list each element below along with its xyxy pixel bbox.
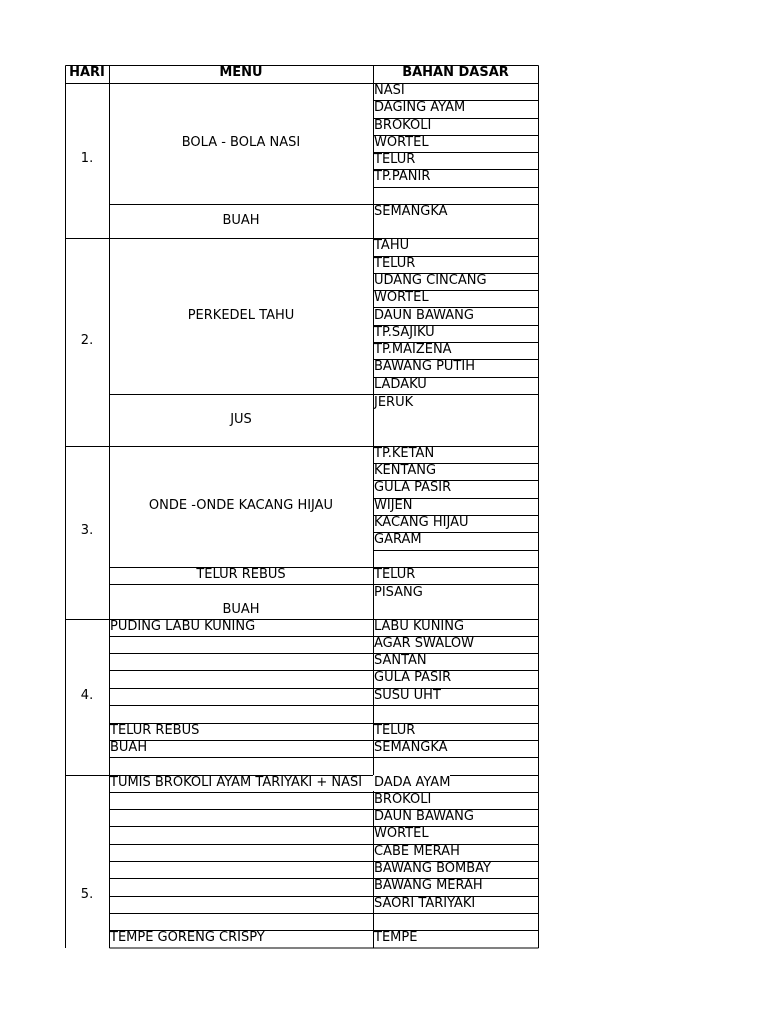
bahan-cell[interactable]: DADA AYAM bbox=[374, 775, 451, 790]
menu-cell[interactable]: TELUR REBUS bbox=[110, 723, 200, 738]
bahan-cell[interactable]: GULA PASIR bbox=[374, 480, 452, 495]
bahan-cell[interactable]: TELUR bbox=[374, 256, 416, 271]
bahan-cell[interactable]: KENTANG bbox=[374, 463, 437, 478]
bahan-cell[interactable]: UDANG CINCANG bbox=[374, 273, 487, 288]
bahan-cell[interactable]: SEMANGKA bbox=[374, 204, 448, 219]
day-label[interactable]: 2. bbox=[80, 333, 94, 348]
bahan-cell[interactable]: TP.PANIR bbox=[374, 169, 431, 184]
bahan-cell[interactable]: BAWANG MERAH bbox=[374, 878, 483, 893]
menu-name[interactable]: BUAH bbox=[222, 213, 260, 228]
bahan-cell[interactable]: WIJEN bbox=[374, 498, 413, 513]
bahan-cell[interactable]: TELUR bbox=[374, 723, 416, 738]
menu-cell[interactable]: PUDING LABU KUNING bbox=[110, 619, 256, 634]
bahan-cell[interactable]: TELUR bbox=[374, 152, 416, 167]
bahan-cell[interactable]: TP.MAIZENA bbox=[374, 342, 452, 357]
bahan-cell[interactable]: AGAR SWALOW bbox=[374, 636, 474, 651]
menu-name[interactable]: BUAH bbox=[222, 602, 260, 617]
header-bahan-dasar[interactable]: BAHAN DASAR bbox=[402, 65, 509, 80]
bahan-cell[interactable]: TEMPE bbox=[374, 930, 418, 945]
bahan-cell[interactable]: SAORI TARIYAKI bbox=[374, 896, 476, 911]
bahan-cell[interactable]: KACANG HIJAU bbox=[374, 515, 469, 530]
menu-cell[interactable]: BUAH bbox=[110, 740, 148, 755]
menu-cell[interactable]: TEMPE GORENG CRISPY bbox=[110, 930, 265, 945]
menu-name[interactable]: JUS bbox=[230, 412, 252, 427]
header-menu[interactable]: MENU bbox=[219, 65, 263, 80]
bahan-cell[interactable]: CABE MERAH bbox=[374, 844, 460, 859]
day-label[interactable]: 1. bbox=[80, 151, 94, 166]
bahan-cell[interactable]: GULA PASIR bbox=[374, 670, 452, 685]
day-label[interactable]: 5. bbox=[80, 887, 94, 902]
bahan-cell[interactable]: SEMANGKA bbox=[374, 740, 448, 755]
day-label[interactable]: 4. bbox=[80, 688, 94, 703]
menu-name[interactable]: BOLA - BOLA NASI bbox=[181, 135, 301, 150]
bahan-cell[interactable]: PISANG bbox=[374, 585, 423, 600]
bahan-cell[interactable]: WORTEL bbox=[374, 826, 429, 841]
bahan-cell[interactable]: TELUR bbox=[374, 567, 416, 582]
menu-cell[interactable]: TUMIS BROKOLI AYAM TARIYAKI + NASI bbox=[110, 775, 363, 790]
day-label[interactable]: 3. bbox=[80, 523, 94, 538]
bahan-cell[interactable]: TP.KETAN bbox=[374, 446, 435, 461]
menu-name[interactable]: PERKEDEL TAHU bbox=[187, 308, 295, 323]
bahan-cell[interactable]: WORTEL bbox=[374, 135, 429, 150]
bahan-cell[interactable]: JERUK bbox=[374, 395, 414, 410]
bahan-cell[interactable]: LABU KUNING bbox=[374, 619, 465, 634]
menu-name[interactable]: ONDE -ONDE KACANG HIJAU bbox=[148, 498, 334, 513]
bahan-cell[interactable]: BAWANG PUTIH bbox=[374, 359, 475, 374]
bahan-cell[interactable]: NASI bbox=[374, 83, 405, 98]
bahan-cell[interactable]: DAUN BAWANG bbox=[374, 809, 474, 824]
menu-name[interactable]: TELUR REBUS bbox=[196, 567, 286, 582]
bahan-cell[interactable]: SUSU UHT bbox=[374, 688, 441, 703]
header-hari[interactable]: HARI bbox=[69, 65, 105, 80]
bahan-cell[interactable]: TP.SAJIKU bbox=[374, 325, 435, 340]
bahan-cell[interactable]: WORTEL bbox=[374, 290, 429, 305]
bahan-cell[interactable]: BROKOLI bbox=[374, 118, 432, 133]
bahan-cell[interactable]: BROKOLI bbox=[374, 792, 432, 807]
bahan-cell[interactable]: TAHU bbox=[374, 238, 410, 253]
bahan-cell[interactable]: BAWANG BOMBAY bbox=[374, 861, 491, 876]
bahan-cell[interactable]: DAUN BAWANG bbox=[374, 308, 474, 323]
bahan-cell[interactable]: GARAM bbox=[374, 532, 422, 547]
bahan-cell[interactable]: SANTAN bbox=[374, 653, 427, 668]
bahan-cell[interactable]: DAGING AYAM bbox=[374, 100, 466, 115]
bahan-cell[interactable]: LADAKU bbox=[374, 377, 427, 392]
